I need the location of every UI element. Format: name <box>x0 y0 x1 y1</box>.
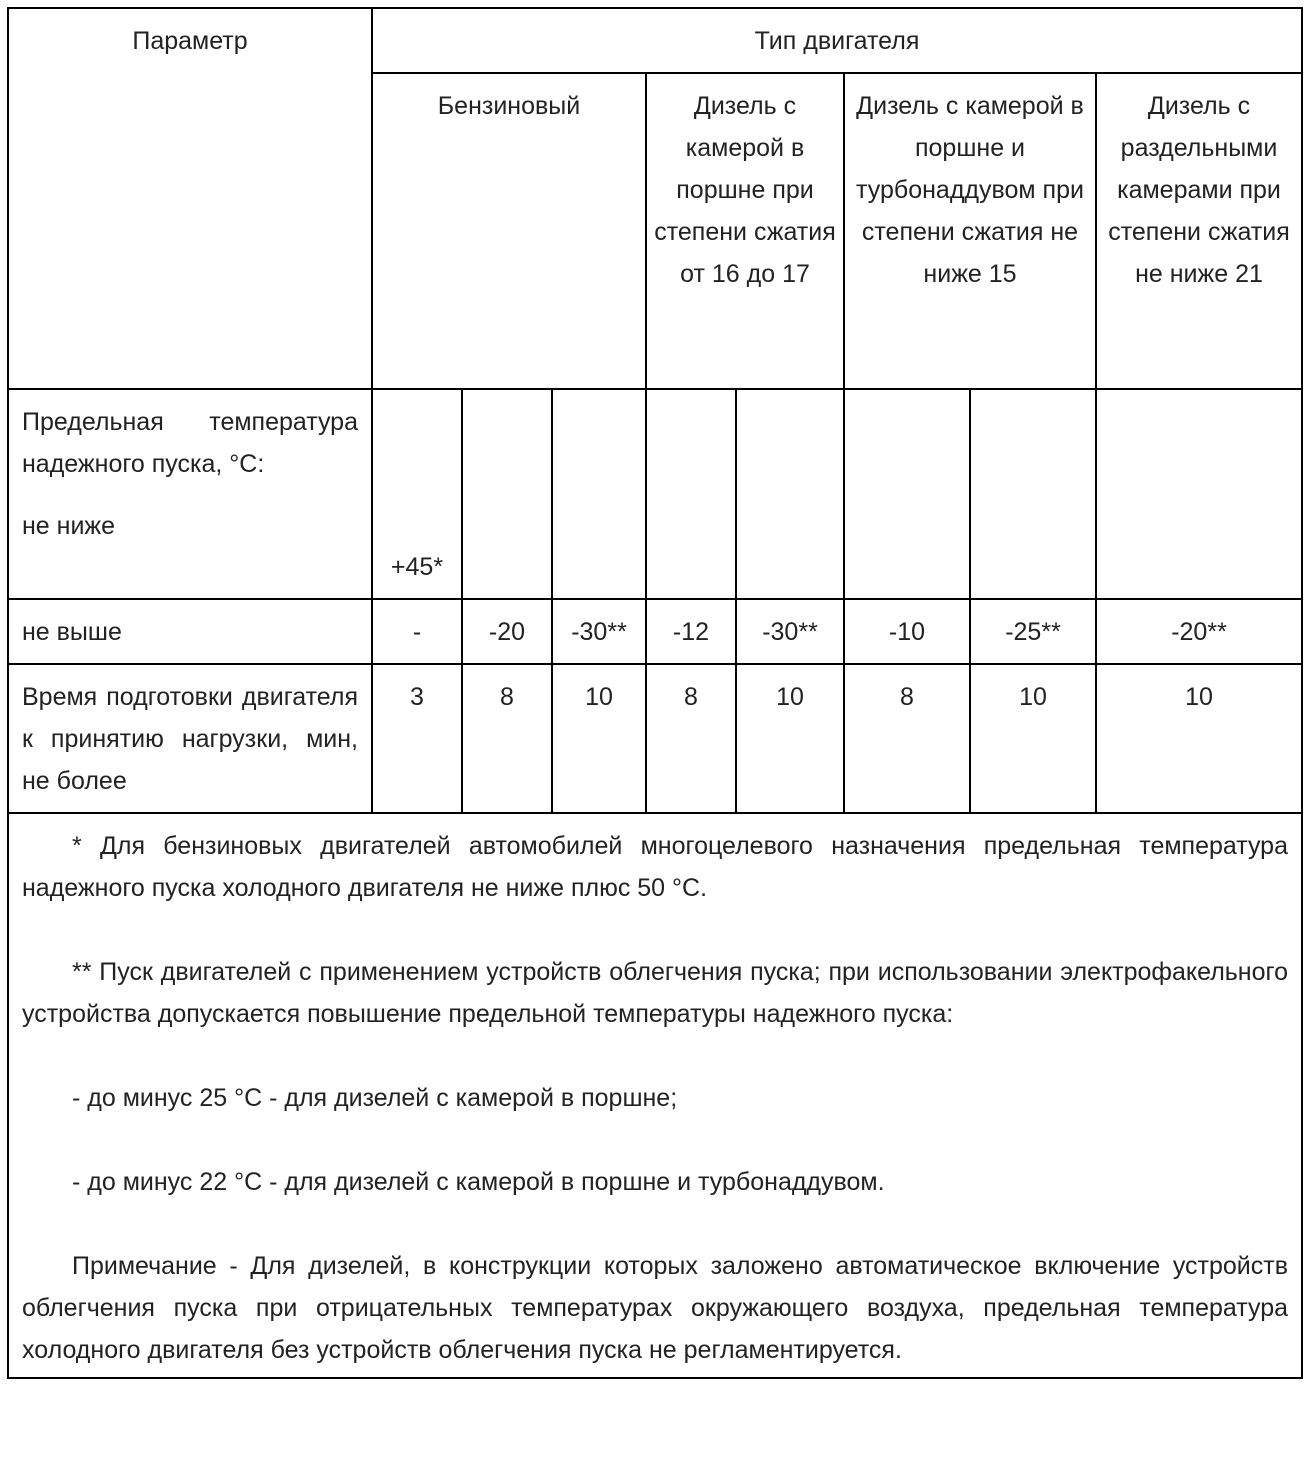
notes-row <box>8 813 1302 1378</box>
prep-time-value: 8 <box>646 664 736 813</box>
max-temp-value: -20 <box>462 599 552 664</box>
footnote-item-turbo: - до минус 22 °С - для дизелей с камерой в поршне и турбонаддувом. <box>72 1168 885 1196</box>
max-temp-row <box>8 599 1302 664</box>
prep-time-label: Время подготовки двигателя к принятию нагрузки, мин, не более <box>8 664 372 813</box>
start-temp-sub-label: не ниже <box>22 512 116 540</box>
max-temp-label: не выше <box>8 599 372 664</box>
footnote-item-piston: - до минус 25 °С - для дизелей с камерой в поршне; <box>72 1084 678 1112</box>
max-temp-value: -12 <box>646 599 736 664</box>
empty-cell <box>970 389 1096 599</box>
footnote-double-star: ** Пуск двигателей с применением устройств облегчения пуска; при использовании электрофакельного устройства допускается повышение предельной температуры надежного пуска: <box>22 958 1288 1028</box>
header-row <box>8 8 1302 73</box>
max-temp-value: -10 <box>844 599 970 664</box>
prep-time-value: 10 <box>736 664 844 813</box>
notes-cell <box>8 813 1302 1378</box>
engine-spec-table <box>7 7 1303 1379</box>
engine-type-header: Тип двигателя <box>372 8 1302 73</box>
prep-time-value: 3 <box>372 664 462 813</box>
footnote-remark: Примечание - Для дизелей, в конструкции которых заложено автоматическое включение устройств облегчения пуска при отрицательных температурах окружающего воздуха, предельная температура холодного двигателя без устройств облегчения пуска не регламентируется. <box>22 1252 1288 1364</box>
empty-cell <box>844 389 970 599</box>
engine-type-diesel-separate: Дизель с раздельными камерами при степени сжатия не ниже 21 <box>1096 73 1302 389</box>
start-temp-label-cell <box>8 389 372 599</box>
prep-time-value: 8 <box>844 664 970 813</box>
start-temp-label: Предельная температура надежного пуска, °С: <box>22 408 358 478</box>
empty-cell <box>552 389 646 599</box>
max-temp-value: -30** <box>736 599 844 664</box>
empty-cell <box>1096 389 1302 599</box>
max-temp-value: - <box>372 599 462 664</box>
start-temp-row <box>8 389 1302 599</box>
max-temp-value: -20** <box>1096 599 1302 664</box>
empty-cell <box>646 389 736 599</box>
empty-cell <box>462 389 552 599</box>
prep-time-row <box>8 664 1302 813</box>
prep-time-value: 10 <box>1096 664 1302 813</box>
engine-type-diesel-turbo: Дизель с камерой в поршне и турбонаддувом при степени сжатия не ниже 15 <box>844 73 1096 389</box>
engine-type-petrol: Бензиновый <box>372 73 646 389</box>
prep-time-value: 8 <box>462 664 552 813</box>
prep-time-value: 10 <box>970 664 1096 813</box>
max-temp-value: -30** <box>552 599 646 664</box>
footnote-single-star: * Для бензиновых двигателей автомобилей многоцелевого назначения предельная температура надежного пуска холодного двигателя не ниже плюс 50 °С. <box>22 832 1288 902</box>
prep-time-value: 10 <box>552 664 646 813</box>
empty-cell <box>736 389 844 599</box>
max-temp-value: -25** <box>970 599 1096 664</box>
engine-type-diesel-piston: Дизель с камерой в поршне при степени сжатия от 16 до 17 <box>646 73 844 389</box>
param-header: Параметр <box>8 8 372 389</box>
start-temp-value: +45* <box>372 389 462 599</box>
